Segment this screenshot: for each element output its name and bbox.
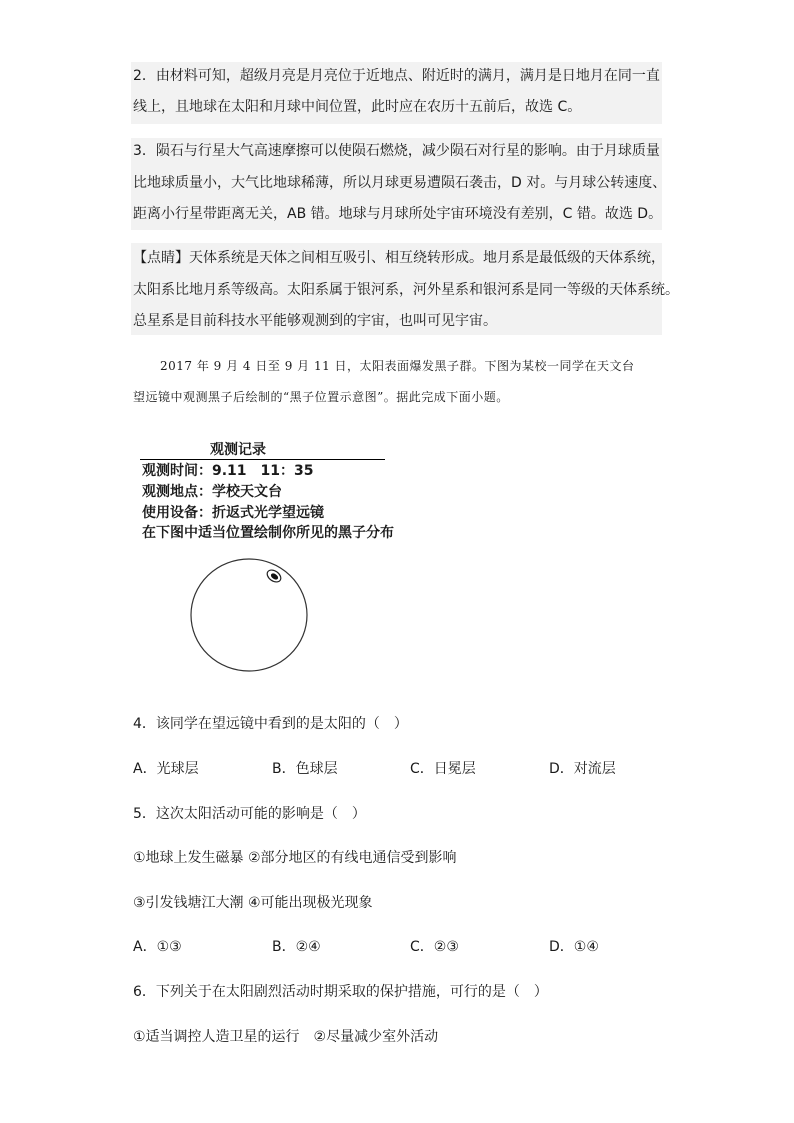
- observation-title-underline: [140, 459, 385, 460]
- passage-line1: 2017 年 9 月 4 日至 9 月 11 日，太阳表面爆发黑子群。下图为某校一同学在天文台: [160, 359, 635, 373]
- observation-place: 观测地点：学校天文台: [142, 484, 282, 500]
- q5-option-a[interactable]: A．①③: [133, 939, 182, 955]
- q4-option-c[interactable]: C．日冕层: [410, 761, 476, 777]
- observation-equipment: 使用设备：折返式光学望远镜: [142, 505, 324, 521]
- q5-option-c[interactable]: C．②③: [410, 939, 459, 955]
- passage-line2: 望远镜中观测黑子后绘制的“黑子位置示意图”。据此完成下面小题。: [133, 390, 509, 404]
- answer-q3-line3: 距离小行星带距离无关，AB 错。地球与月球所处宇宙环境没有差别，C 错。故选 D。: [133, 206, 663, 222]
- q4-option-a[interactable]: A．光球层: [133, 761, 199, 777]
- answer-q3-line1: 3．陨石与行星大气高速摩擦可以使陨石燃烧，减少陨石对行星的影响。由于月球质量: [133, 143, 660, 159]
- sun-disk-diagram: [186, 558, 312, 676]
- tip-line3: 总星系是目前科技水平能够观测到的宇宙，也叫可见宇宙。: [133, 313, 497, 329]
- q5-stem: 5．这次太阳活动可能的影响是（ ）: [133, 806, 366, 822]
- q6-stem: 6．下列关于在太阳剧烈活动时期采取的保护措施，可行的是（ ）: [133, 984, 548, 1000]
- q5-statement2: ③引发钱塘江大潮 ④可能出现极光现象: [133, 895, 373, 911]
- q5-statement1: ①地球上发生磁暴 ②部分地区的有线电通信受到影响: [133, 850, 457, 866]
- answer-q2-line2: 线上，且地球在太阳和月球中间位置，此时应在农历十五前后，故选 C。: [133, 99, 582, 115]
- q6-statement1: ①适当调控人造卫星的运行 ②尽量减少室外活动: [133, 1029, 439, 1045]
- sun-disk: [191, 559, 307, 671]
- q5-option-b[interactable]: B．②④: [272, 939, 321, 955]
- observation-instruction: 在下图中适当位置绘制你所见的黑子分布: [142, 525, 394, 541]
- answer-q2-line1: 2．由材料可知，超级月亮是月亮位于近地点、附近时的满月，满月是日地月在同一直: [133, 68, 660, 84]
- observation-title: 观测记录: [210, 442, 266, 458]
- q4-option-d[interactable]: D．对流层: [549, 761, 616, 777]
- q4-option-b[interactable]: B．色球层: [272, 761, 338, 777]
- q4-stem: 4．该同学在望远镜中看到的是太阳的（ ）: [133, 716, 408, 732]
- observation-time: 观测时间：9.11 11：35: [142, 463, 314, 479]
- tip-line1: 【点睛】天体系统是天体之间相互吸引、相互绕转形成。地月系是最低级的天体系统，: [133, 250, 665, 266]
- answer-q3-line2: 比地球质量小，大气比地球稀薄，所以月球更易遭陨石袭击，D 对。与月球公转速度、: [133, 175, 667, 191]
- tip-line2: 太阳系比地月系等级高。太阳系属于银河系，河外星系和银河系是同一等级的天体系统。: [133, 282, 679, 298]
- q5-option-d[interactable]: D．①④: [549, 939, 599, 955]
